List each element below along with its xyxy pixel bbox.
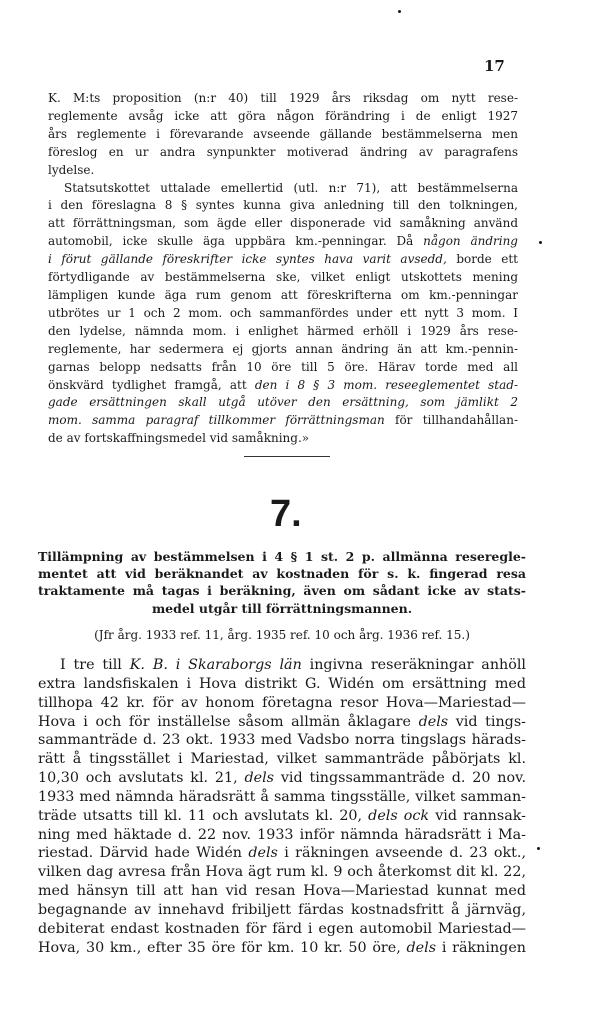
text-run: extra landsfiskalen i Hova distrikt G. Widén om ersättning med — [38, 675, 526, 692]
body-line — [38, 694, 526, 713]
text-run: reglemente, har sedermera ej gjorts annan ändring än att km.-pennin- — [48, 341, 518, 356]
body-line — [38, 807, 526, 826]
text-run: med hänsyn till att han vid resan Hova—Mariestad kunnat med — [38, 883, 526, 900]
text-run: i räkningen — [436, 939, 526, 956]
text-run: borde ett — [446, 252, 518, 267]
heading-line: medel utgår till förrättningsmannen. — [151, 600, 413, 616]
body-line — [38, 788, 526, 807]
quote-line — [48, 287, 518, 305]
text-run: vid tingssammanträde d. 20 nov. — [274, 770, 526, 787]
quoted-passage — [48, 90, 518, 448]
heading-line: mentet att vid beräknandet av kostnaden för s. k. fingerad resa — [38, 566, 526, 582]
text-run: att förrättningsman, som ägde eller disponerade vid samåkning använd — [48, 216, 518, 231]
text-run: 10,30 och avslutats kl. 21, — [38, 770, 245, 787]
italic-text: dels — [244, 770, 274, 787]
italic-text: dels — [406, 939, 437, 956]
text-run: förtydligande av bestämmelserna ske, vilket enligt utskottets mening — [48, 270, 518, 285]
body-line — [38, 713, 526, 732]
italic-text: dels — [418, 713, 449, 730]
text-run: föreslog en ur andra synpunkter motiverad ändring av paragrafens — [48, 144, 518, 159]
text-run: vilken dag avresa från Hova ägt rum kl. 9 och återkomst dit kl. 22, — [38, 864, 526, 881]
body-line — [38, 882, 526, 901]
print-speck — [398, 10, 401, 13]
text-run: Hova, 30 km., efter 35 öre för km. 10 kr. 50 öre, — [38, 939, 407, 956]
quote-line — [48, 359, 518, 377]
quote-line — [48, 215, 518, 233]
section-divider — [244, 456, 330, 457]
text-run: ingivna reseräkningar anhöll — [301, 657, 526, 673]
text-run: tillhopa 42 kr. för av honom företagna resor Hova—Mariestad— — [38, 694, 526, 711]
text-run: Statsutskottet uttalade emellertid (utl. n:r 71), att bestämmelserna — [64, 180, 518, 195]
text-run: sammanträde d. 23 okt. 1933 med Vadsbo norra tingslags härads- — [38, 732, 526, 749]
text-run: vid tings- — [448, 713, 526, 730]
quote-line — [48, 251, 518, 269]
italic-text: dels — [248, 845, 278, 862]
body-line — [38, 769, 526, 788]
text-run: lydelse. — [48, 162, 95, 177]
text-run: rätt å tingsstället i Mariestad, vilket sammanträde påbörjats kl. — [38, 751, 526, 768]
text-run: automobil, icke skulle äga uppbära km.-penningar. Då — [48, 234, 424, 249]
body-line — [38, 920, 526, 939]
italic-text: i förut gällande föreskrifter icke syntes hava varit avsedd, — [48, 252, 447, 267]
text-run: de av fortskaffningsmedel vid samåkning.» — [48, 431, 310, 446]
body-line — [38, 863, 526, 882]
italic-text: dels ock — [368, 807, 430, 824]
quote-line — [48, 412, 518, 430]
text-run: lämpligen kunde äga rum genom att föreskrifterna om km.-penningar — [48, 287, 518, 302]
text-run: 1933 med nämnda häradsrätt å samma tingsställe, vilket samman- — [38, 788, 526, 805]
text-run: träde utsatts till kl. 11 och avslutats kl. 20, — [38, 807, 369, 824]
quote-line — [48, 144, 518, 162]
text-run: önskvärd tydlighet framgå, att — [48, 377, 255, 392]
body-line — [38, 826, 526, 845]
italic-text: gade ersättningen skall utgå utöver den ersättning, som jämlikt 2 — [48, 395, 518, 410]
quote-line — [48, 197, 518, 215]
quote-line — [48, 430, 518, 448]
section-number: 7. — [270, 493, 302, 535]
italic-text: den i 8 § 3 mom. reseeglementet stad- — [254, 377, 518, 392]
body-line — [38, 901, 526, 920]
text-run: i räkningen avseende d. 23 okt., — [277, 845, 526, 862]
heading-line: traktamente må tagas i beräkning, även om sådant icke av stats- — [38, 583, 526, 599]
quote-line — [48, 394, 518, 412]
body-text — [38, 656, 526, 958]
italic-text: mom. samma paragraf tillkommer förrättningsman — [48, 413, 385, 428]
body-line — [38, 656, 526, 675]
text-run: riestad. Därvid hade Widén — [38, 845, 249, 862]
print-speck — [539, 241, 542, 244]
text-run: för tillhandahållan- — [384, 413, 518, 428]
text-run: års reglemente i förevarande avseende gällande bestämmelserna men — [48, 126, 518, 141]
text-run: ning med häktade d. 22 nov. 1933 inför nämnda häradsrätt i Ma- — [38, 826, 526, 843]
body-line — [38, 844, 526, 863]
page-number: 17 — [484, 57, 505, 75]
body-line — [38, 731, 526, 750]
quote-line — [48, 126, 518, 144]
text-run: vid rannsak- — [429, 807, 526, 824]
quote-line — [48, 323, 518, 341]
text-run: utbrötes ur 1 och 2 mom. och sammanfördes under ett nytt 3 mom. I — [48, 305, 518, 320]
quote-line — [48, 90, 518, 108]
body-line — [38, 675, 526, 694]
quote-line — [48, 341, 518, 359]
text-run: K. M:ts proposition (n:r 40) till 1929 års riksdag om nytt rese- — [48, 91, 518, 105]
heading-line: Tillämpning av bestämmelsen i 4 § 1 st. 2 p. allmänna reseregle- — [38, 549, 526, 564]
text-run: I tre till — [60, 657, 130, 673]
quote-line — [48, 180, 518, 198]
text-run: begagnande av innehavd fribiljett färdas kostnadsfritt å järnväg, — [38, 901, 526, 918]
text-run: Hova i och för inställelse såsom allmän åklagare — [38, 713, 419, 730]
italic-text: K. B. i Skaraborgs län — [129, 657, 302, 673]
quote-line — [48, 377, 518, 395]
body-line — [38, 750, 526, 769]
text-run: debiterat endast kostnaden för färd i egen automobil Mariestad— — [38, 920, 526, 937]
quote-line — [48, 162, 518, 180]
text-run: reglemente avsåg icke att göra någon förändring i de enligt 1927 — [48, 108, 518, 123]
quote-line — [48, 269, 518, 287]
reference-note: (Jfr årg. 1933 ref. 11, årg. 1935 ref. 10 och årg. 1936 ref. 15.) — [94, 628, 470, 642]
print-speck — [537, 847, 540, 850]
quote-line — [48, 108, 518, 126]
section-heading — [38, 548, 526, 617]
quote-line — [48, 305, 518, 323]
italic-text: någon ändring — [423, 234, 518, 249]
text-run: i den föreslagna 8 § syntes kunna giva anledning till den tolkningen, — [48, 198, 518, 213]
quote-line — [48, 233, 518, 251]
text-run: den lydelse, nämnda mom. i enlighet härmed erhöll i 1929 års rese- — [48, 323, 518, 338]
body-line — [38, 939, 526, 958]
text-run: garnas belopp nedsatts från 10 öre till 5 öre. Härav torde med all — [48, 359, 518, 374]
